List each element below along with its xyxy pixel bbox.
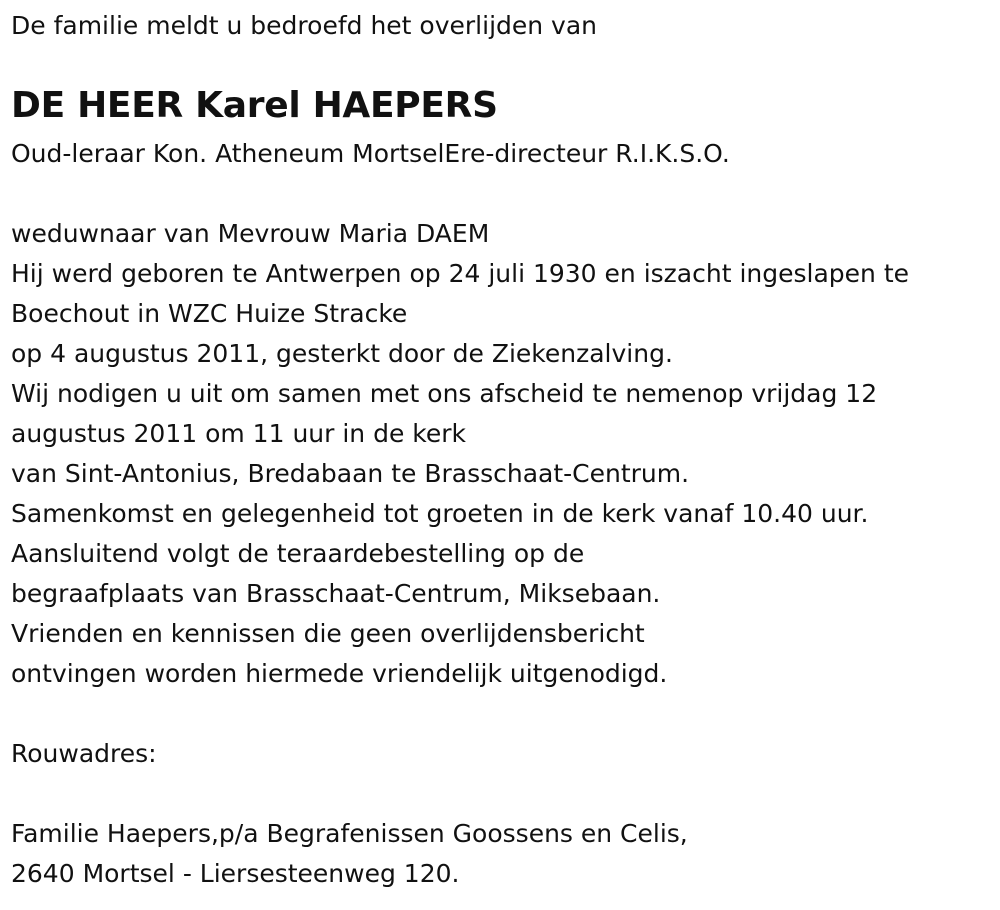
text-line: Boechout in WZC Huize Stracke [11, 299, 408, 328]
text-line: ontvingen worden hiermede vriendelijk uitgenodigd. [11, 659, 668, 688]
deceased-name: DE HEER Karel HAEPERS [11, 85, 498, 126]
text-line: van Sint-Antonius, Bredabaan te Brasschaat-Centrum. [11, 459, 690, 488]
text-line: Oud-leraar Kon. Atheneum MortselEre-directeur R.I.K.S.O. [11, 139, 730, 168]
address-label-block [11, 734, 157, 774]
text-line: Aansluitend volgt de teraardebestelling op de [11, 539, 585, 568]
occupation-block [11, 134, 730, 174]
text-line: Familie Haepers,p/a Begrafenissen Goossens en Celis, [11, 819, 688, 848]
text-line: augustus 2011 om 11 uur in de kerk [11, 419, 467, 448]
obituary-body [11, 214, 909, 694]
address-block [11, 814, 688, 894]
text-line: Vrienden en kennissen die geen overlijdensbericht [11, 619, 645, 648]
text-line: Samenkomst en gelegenheid tot groeten in de kerk vanaf 10.40 uur. [11, 499, 869, 528]
text-line: 2640 Mortsel - Liersesteenweg 120. [11, 859, 460, 888]
text-line: Rouwadres: [11, 739, 157, 768]
text-line: op 4 augustus 2011, gesterkt door de Ziekenzalving. [11, 339, 673, 368]
text-line: Wij nodigen u uit om samen met ons afscheid te nemenop vrijdag 12 [11, 379, 878, 408]
text-line: Hij werd geboren te Antwerpen op 24 juli 1930 en iszacht ingeslapen te [11, 259, 910, 288]
intro-text: De familie meldt u bedroefd het overlijden van [11, 11, 598, 40]
text-line: weduwnaar van Mevrouw Maria DAEM [11, 219, 490, 248]
text-line: begraafplaats van Brasschaat-Centrum, Miksebaan. [11, 579, 661, 608]
